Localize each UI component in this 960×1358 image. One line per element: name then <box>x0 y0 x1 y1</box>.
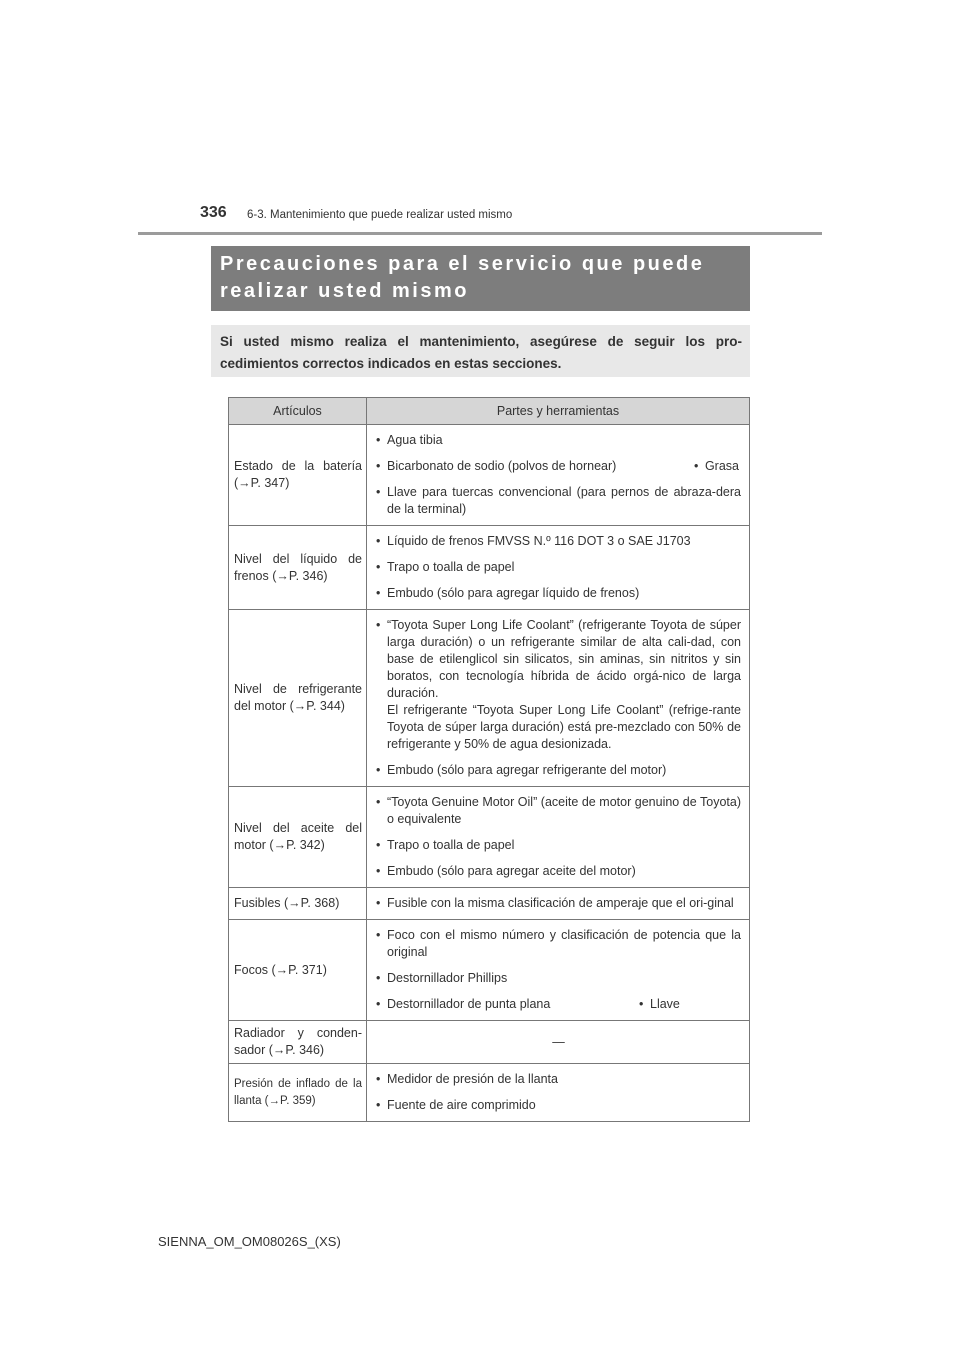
item-cell: Nivel del líquido de frenos (→P. 346) <box>229 526 367 610</box>
table-row-engine-oil <box>229 787 750 888</box>
tool-item-extra: • Llave <box>639 996 682 1013</box>
tool-item: • Foco con el mismo número y clasificación de potencia que la original <box>376 927 741 961</box>
item-cell: Radiador y conden-sador (→P. 346) <box>229 1021 367 1064</box>
tool-item-text: • Destornillador de punta plana <box>387 997 551 1011</box>
tool-item: • Agua tibia <box>376 432 741 449</box>
page-title-line-1: Precauciones para el servicio que puede <box>220 253 705 275</box>
tools-cell-empty: — <box>367 1021 750 1064</box>
item-cell: Nivel de refrigerante del motor (→P. 344) <box>229 610 367 787</box>
table-row-battery <box>229 425 750 526</box>
table-row-radiator <box>229 1021 750 1064</box>
page-title-box <box>211 246 750 311</box>
tool-item-extra: • Grasa <box>694 458 741 475</box>
page-title-line-2: realizar usted mismo <box>220 280 469 302</box>
item-cell: Estado de la batería (→P. 347) <box>229 425 367 526</box>
tool-item: • Fuente de aire comprimido <box>376 1097 741 1114</box>
item-cell: Focos (→P. 371) <box>229 920 367 1021</box>
tools-cell <box>367 610 750 787</box>
tool-item: • Destornillador Phillips <box>376 970 741 987</box>
tools-cell <box>367 787 750 888</box>
tools-cell <box>367 888 750 920</box>
maintenance-table <box>228 397 750 1122</box>
table-row-bulbs <box>229 920 750 1021</box>
page-number: 336 <box>200 204 227 221</box>
header-parts-tools: Partes y herramientas <box>367 398 750 425</box>
tool-item: • Medidor de presión de la llanta <box>376 1071 741 1088</box>
tool-item: • Embudo (sólo para agregar líquido de frenos) <box>376 585 741 602</box>
table-row-tire-pressure <box>229 1064 750 1122</box>
tool-item: • “Toyota Genuine Motor Oil” (aceite de motor genuino de Toyota) o equivalente <box>376 794 741 828</box>
tools-cell <box>367 526 750 610</box>
tool-item <box>376 458 741 475</box>
table-row-coolant <box>229 610 750 787</box>
tool-item: • Líquido de frenos FMVSS N.º 116 DOT 3 o SAE J1703 <box>376 533 741 550</box>
header-divider <box>138 232 822 235</box>
table-row-fuses <box>229 888 750 920</box>
item-cell: Presión de inflado de la llanta (→P. 359) <box>229 1064 367 1122</box>
tools-cell <box>367 1064 750 1122</box>
tool-item <box>376 996 741 1013</box>
header-items: Artículos <box>229 398 367 425</box>
tool-item <box>376 617 741 753</box>
tools-cell <box>367 920 750 1021</box>
section-title: 6-3. Mantenimiento que puede realizar usted mismo <box>247 209 513 221</box>
footer-doc-code: SIENNA_OM_OM08026S_(XS) <box>158 1234 341 1249</box>
table-header-row <box>229 398 750 425</box>
tool-item: • Embudo (sólo para agregar aceite del motor) <box>376 863 741 880</box>
tool-item-text: • Bicarbonato de sodio (polvos de hornear) <box>387 459 617 473</box>
item-cell: Fusibles (→P. 368) <box>229 888 367 920</box>
tool-item-text: “Toyota Super Long Life Coolant” (refrigerante Toyota de súper larga duración) o un refrigerante similar de alta cali-dad, con base de etilenglicol sin silicatos, sin aminas, sin nitritos y sin boratos, con tecnología híbrida de ácido orgá-nico de larga duración. <box>387 618 741 700</box>
table-row-brake-fluid <box>229 526 750 610</box>
tool-item: • Trapo o toalla de papel <box>376 559 741 576</box>
intro-text: Si usted mismo realiza el mantenimiento, asegúrese de seguir los pro-cedimientos correctos indicados en estas secciones. <box>211 325 750 377</box>
tool-item-note: El refrigerante “Toyota Super Long Life Coolant” (refrige-rante Toyota de súper larga duración) está pre-mezclado con 50% de refrigerante y 50% de agua desionizada. <box>387 703 741 751</box>
item-cell: Nivel del aceite del motor (→P. 342) <box>229 787 367 888</box>
tool-item: • Embudo (sólo para agregar refrigerante del motor) <box>376 762 741 779</box>
tool-item: • Llave para tuercas convencional (para pernos de abraza-dera de la terminal) <box>376 484 741 518</box>
tools-cell <box>367 425 750 526</box>
tool-item: • Trapo o toalla de papel <box>376 837 741 854</box>
tool-item: • Fusible con la misma clasificación de amperaje que el ori-ginal <box>376 895 741 912</box>
